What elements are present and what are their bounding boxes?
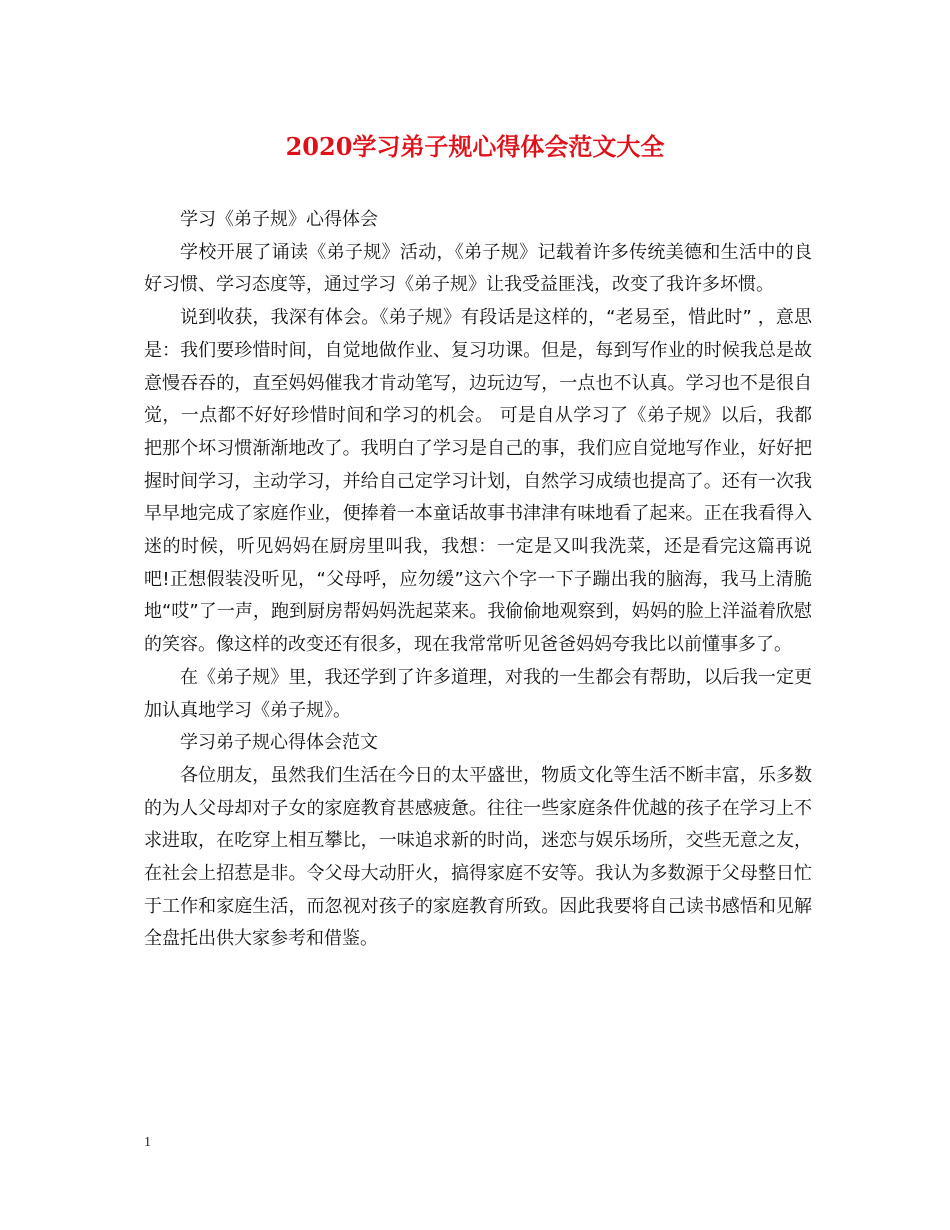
section-heading-2: 学习弟子规心得体会范文 [180,732,378,754]
paragraph-1: 学校开展了诵读《弟子规》活动，《弟子规》记载着许多传统美德和生活中的良好习惯、学习态度等，通过学习《弟子规》让我受益匪浅，改变了我许多坏惯。 [144,241,812,296]
paragraph-3: 在《弟子规》里，我还学到了许多道理，对我的一生都会有帮助，以后我一定更加认真地学习《弟子规》。 [144,666,812,721]
section-heading-1: 学习《弟子规》心得体会 [180,209,378,230]
paragraph-2: 说到收获，我深有体会。《弟子规》有段话是这样的，“老易至，惜此时” ，意思是：我们要珍惜时间，自觉地做作业、复习功课。但是，每到写作业的时候我总是故意慢吞吞的，直至妈妈催我才肯动笔写，边玩边写，一点也不认真。学习也不是很自觉，一点都不好好珍惜时间和学习的机会。 可是自从学习了《弟子规》以后，我都把那个坏习惯渐渐地改了。我明白了学习是自己的事，我们应自觉地写作业，好好把握时间学习，主动学习，并给自己定学习计划，自然学习成绩也提高了。还有一次我早早地完成了家庭作业，便捧着一本童话故事书津津有味地看了起来。正在我看得入迷的时候，听见妈妈在厨房里叫我，我想：一定是又叫我洗菜，还是看完这篇再说吧!正想假装没听见，“父母呼，应勿缓”这六个字一下子蹦出我的脑海，我马上清脆地“哎”了一声，跑到厨房帮妈妈洗起菜来。我偷偷地观察到，妈妈的脸上洋溢着欣慰的笑容。像这样的改变还有很多，现在我常常听见爸爸妈妈夸我比以前懂事多了。 [144,307,812,656]
page-number: 1 [144,1135,151,1150]
paragraph-4: 各位朋友，虽然我们生活在今日的太平盛世，物质文化等生活不断丰富，乐多数的为人父母却对子女的家庭教育甚感疲惫。往往一些家庭条件优越的孩子在学习上不求进取，在吃穿上相互攀比，一味追求新的时尚，迷恋与娱乐场所，交些无意之友，在社会上招惹是非。令父母大动肝火，搞得家庭不安等。我认为多数源于父母整日忙于工作和家庭生活，而忽视对孩子的家庭教育所致。因此我要将自己读书感悟和见解全盘托出供大家参考和借鉴。 [144,764,812,950]
document-title: 2020学习弟子规心得体会范文大全 [285,132,665,161]
document-body [144,204,812,956]
